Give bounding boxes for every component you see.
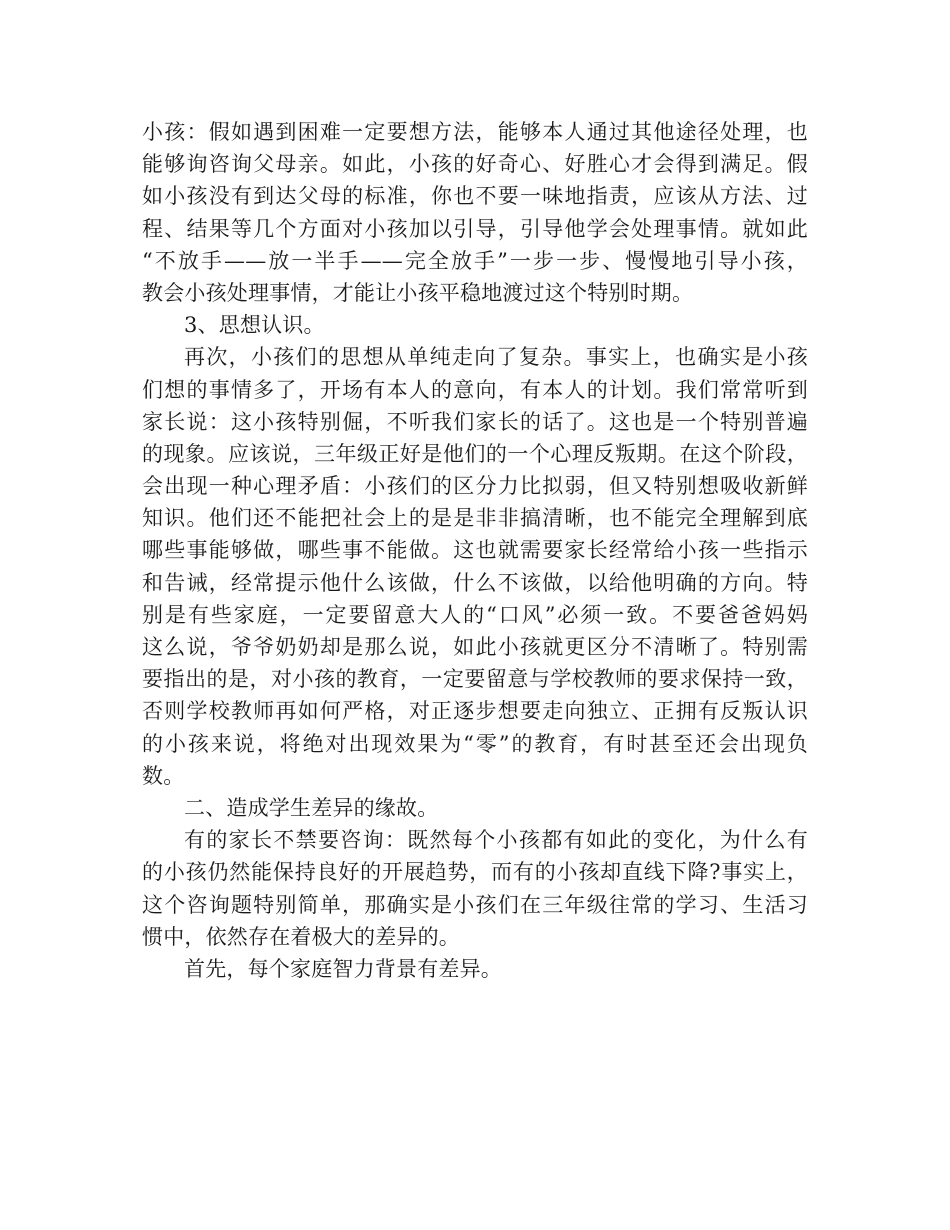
text-line: 们想的事情多了，开场有本人的意向，有本人的计划。我们常常听到	[142, 377, 808, 402]
text-line: 首先，每个家庭智力背景有差异。	[184, 956, 502, 981]
section-heading: 3、思想认识。	[184, 313, 325, 338]
text-line: 程、结果等几个方面对小孩加以引导，引导他学会处理事情。就如此	[142, 216, 808, 241]
body-text	[142, 116, 822, 985]
text-line: 和告诫，经常提示他什么该做，什么不该做，以给他明确的方向。特	[142, 570, 808, 595]
text-line: 否则学校教师再如何严格，对正逐步想要走向独立、正拥有反叛认识	[142, 699, 808, 724]
text-line: 数。	[142, 763, 185, 788]
text-line: “不放手——放一半手——完全放手”一步一步、慢慢地引导小孩，	[142, 248, 808, 273]
text-line: 的小孩仍然能保持良好的开展趋势，而有的小孩却直线下降?事实上，	[142, 860, 808, 885]
text-line: 哪些事能够做，哪些事不能做。这也就需要家长经常给小孩一些指示	[142, 538, 808, 563]
section-heading: 二、造成学生差异的缘故。	[184, 795, 439, 820]
text-line: 小孩：假如遇到困难一定要想方法，能够本人通过其他途径处理，也	[142, 120, 808, 144]
text-line: 如小孩没有到达父母的标准，你也不要一味地指责，应该从方法、过	[142, 184, 808, 209]
text-line: 家长说：这小孩特别倔，不听我们家长的话了。这也是一个特别普遍	[142, 409, 808, 434]
text-line: 别是有些家庭，一定要留意大人的“口风”必须一致。不要爸爸妈妈	[142, 602, 808, 627]
text-line: 会出现一种心理矛盾：小孩们的区分力比拟弱，但又特别想吸收新鲜	[142, 474, 808, 499]
text-line: 能够询咨询父母亲。如此，小孩的好奇心、好胜心才会得到满足。假	[142, 152, 808, 177]
text-line: 再次，小孩们的思想从单纯走向了复杂。事实上，也确实是小孩	[184, 345, 808, 370]
text-line: 教会小孩处理事情，才能让小孩平稳地渡过这个特别时期。	[142, 280, 694, 305]
text-line: 惯中，依然存在着极大的差异的。	[142, 924, 460, 949]
text-line: 要指出的是，对小孩的教育，一定要留意与学校教师的要求保持一致，	[142, 667, 808, 692]
text-line: 有的家长不禁要咨询：既然每个小孩都有如此的变化，为什么有	[184, 828, 808, 853]
text-line: 的小孩来说，将绝对出现效果为“零”的教育，有时甚至还会出现负	[142, 731, 808, 756]
text-line: 的现象。应该说，三年级正好是他们的一个心理反叛期。在这个阶段，	[142, 441, 808, 466]
text-line: 这个咨询题特别简单，那确实是小孩们在三年级往常的学习、生活习	[142, 892, 808, 917]
text-line: 知识。他们还不能把社会上的是是非非搞清晰，也不能完全理解到底	[142, 506, 808, 531]
text-line: 这么说，爷爷奶奶却是那么说，如此小孩就更区分不清晰了。特别需	[142, 635, 808, 659]
